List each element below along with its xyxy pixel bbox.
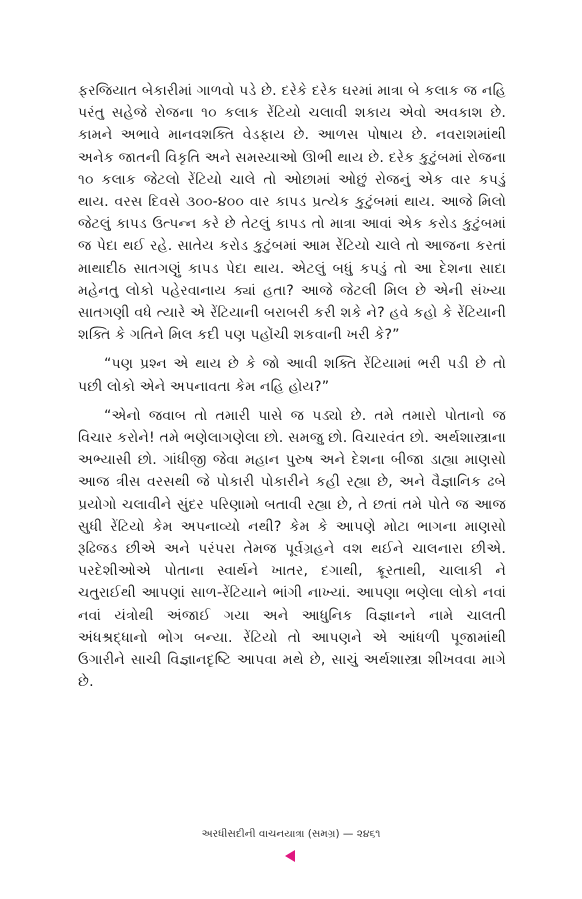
paragraph-3: “એનો જવાબ તો તમારી પાસે જ પડ્યો છે. તમે તમારો પોતાનો જ વિચાર કરોને! તમે ભણેલાગણેલા છો. સમજુ છો. વિચારવંત છો. અર્થશાસ્ત્રાના અભ્યાસી છો. ગાંધીજી જેવા મહાન પુરુષ અને દેશના બીજા ડાહ્યા માણસો આજ ત્રીસ વરસથી જે પોકારી પોકારીને કહી રહ્યા છે, અને વૈજ્ઞાનિક ઢબે પ્રયોગો ચલાવીને સુંદર પરિણામો બતાવી રહ્યા છે, તે છતાં તમે પોતે જ આજ સુધી રેંટિયો કેમ અપનાવ્યો નથી? કેમ કે આપણે મોટા ભાગના માણસો રૂઢિજડ છીએ અને પરંપરા તેમજ પૂર્વગ્રહને વશ થઈને ચાલનારા છીએ. પરદેશીઓએ પોતાના સ્વાર્થને ખાતર, દગાથી, ક્રૂરતાથી, ચાલાકી ને ચતુરાઈથી આપણાં સાળ-રેંટિયાને ભાંગી નાખ્યાં. આપણા ભણેલા લોકો નવાં નવાં યંત્રોથી અંજાઈ ગયા અને આધુનિક વિજ્ઞાનને નામે ચાલતી અંધશ્રદ્ધાનો ભોગ બન્યા. રેંટિયો તો આપણને એ આંધળી પૂજામાંથી ઉગારીને સાચી વિજ્ઞાનદૃષ્ટિ આપવા મથે છે, સાચું અર્થશાસ્ત્રા શીખવવા માગે છે. [78,407,506,691]
page-footer: અરધીસદીની વાચનયાત્રા (સમગ્ર) — ૨૪૬૧ [201,828,381,840]
paragraph-1: ફરજિયાત બેકારીમાં ગાળવો પડે છે. દરેકે દરેક ઘરમાં માત્રા બે કલાક જ નહિ પરંતુ સહેજે રોજના ૧૦ કલાક રેંટિયો ચલાવી શકાય એવો અવકાશ છે. કામને અભાવે માનવશક્તિ વેડફાય છે. આળસ પોષાય છે. નવરાશમાંથી અનેક જાતની વિકૃતિ અને સમસ્યાઓ ઊભી થાય છે. દરેક કુટુંબમાં રોજના ૧૦ કલાક જેટલો રેંટિયો ચાલે તો ઓછામાં ઓછું રોજનું એક વાર કપડું થાય. વરસ દિવસે ૩૦૦-૪૦૦ વાર કાપડ પ્રત્યેક કુટુંબમાં થાય. આજે મિલો જેટલું કાપડ ઉત્પન્ન કરે છે તેટલું કાપડ તો માત્રા આવાં એક કરોડ કુટુંબમાં જ પેદા થઈ રહે. સાતેય કરોડ કુટુંબમાં આમ રેંટિયો ચાલે તો આજના કરતાં માથાદીઠ સાતગણું કાપડ પેદા થાય. એટલું બધું કપડું તો આ દેશના સાદા મહેનતુ લોકો પહેરવાનાય ક્યાં હતા? આજે જેટલી મિલ છે એની સંખ્યા સાતગણી વધે ત્યારે એ રેંટિયાની બરાબરી કરી શકે ને? હવે કહો કે રેંટિયાની શક્તિ કે ગતિને મિલ કદી પણ પહોંચી શકવાની ખરી કે?” [78,83,506,344]
previous-page-icon[interactable] [285,850,295,862]
page-body [78,80,506,693]
paragraph-2: “પણ પ્રશ્ન એ થાય છે કે જો આવી શક્તિ રેંટિયામાં ભરી પડી છે તો પછી લોકો એને અપનાવતા કેમ નહિ હોય?” [78,356,506,395]
